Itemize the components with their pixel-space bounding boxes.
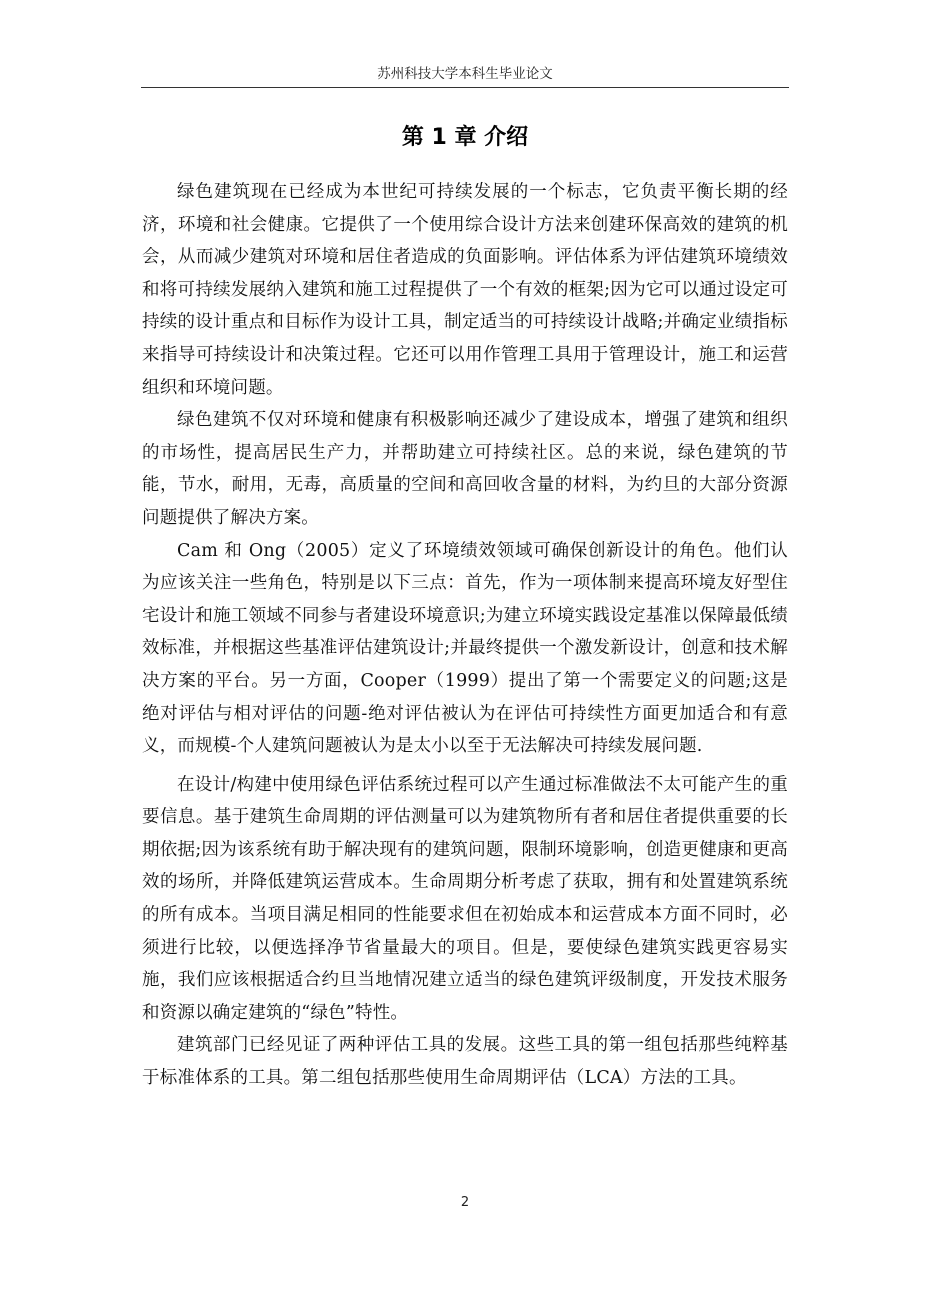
paragraph-3: Cam 和 Ong（2005）定义了环境绩效领域可确保创新设计的角色。他们认为应该关注一些角色，特别是以下三点：首先，作为一项体制来提高环境友好型住宅设计和施工领域不同参与者建设环境意识;为建立环境实践设定基准以保障最低绩效标准，并根据这些基准评估建筑设计;并最终提供一个激发新设计，创意和技术解决方案的平台。另一方面，Cooper（1999）提出了第一个需要定义的问题;这是绝对评估与相对评估的问题-绝对评估被认为在评估可持续性方面更加适合和有意义，而规模-个人建筑问题被认为是太小以至于无法解决可持续发展问题. <box>142 540 788 757</box>
chapter-title: 第 1 章 介绍 <box>401 125 529 150</box>
paragraph-5: 建筑部门已经见证了两种评估工具的发展。这些工具的第一组包括那些纯粹基于标准体系的工具。第二组包括那些使用生命周期评估（LCA）方法的工具。 <box>142 1035 788 1089</box>
paragraph-1: 绿色建筑现在已经成为本世纪可持续发展的一个标志，它负责平衡长期的经济，环境和社会健康。它提供了一个使用综合设计方法来创建环保高效的建筑的机会，从而减少建筑对环境和居住者造成的负面影响。评估体系为评估建筑环境绩效和将可持续发展纳入建筑和施工过程提供了一个有效的框架;因为它可以通过设定可持续的设计重点和目标作为设计工具，制定适当的可持续设计战略;并确定业绩指标来指导可持续设计和决策过程。它还可以用作管理工具用于管理设计，施工和运营组织和环境问题。 <box>142 182 788 398</box>
body-text <box>142 176 788 1095</box>
running-header: 苏州科技大学本科生毕业论文 <box>377 66 553 82</box>
header-rule <box>141 87 789 88</box>
paragraph-2: 绿色建筑不仅对环境和健康有积极影响还减少了建设成本，增强了建筑和组织的市场性，提高居民生产力，并帮助建立可持续社区。总的来说，绿色建筑的节能，节水，耐用，无毒，高质量的空间和高回收含量的材料，为约旦的大部分资源问题提供了解决方案。 <box>142 410 788 528</box>
page-number: 2 <box>460 1195 470 1210</box>
paragraph-4: 在设计/构建中使用绿色评估系统过程可以产生通过标准做法不太可能产生的重要信息。基于建筑生命周期的评估测量可以为建筑物所有者和居住者提供重要的长期依据;因为该系统有助于解决现有的建筑问题，限制环境影响，创造更健康和更高效的场所，并降低建筑运营成本。生命周期分析考虑了获取，拥有和处置建筑系统的所有成本。当项目满足相同的性能要求但在初始成本和运营成本方面不同时，必须进行比较，以便选择净节省量最大的项目。但是，要使绿色建筑实践更容易实施，我们应该根据适合约旦当地情况建立适当的绿色建筑评级制度，开发技术服务和资源以确定建筑的“绿色”特性。 <box>142 774 788 1023</box>
